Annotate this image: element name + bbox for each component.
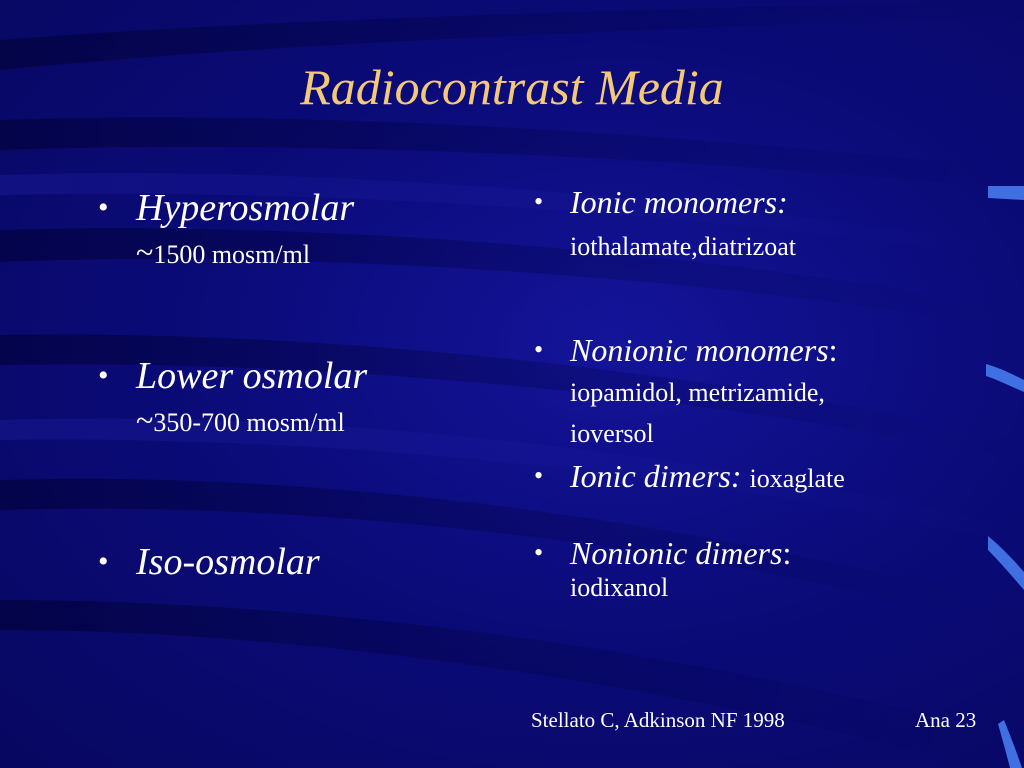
slide-title: Radiocontrast Media: [300, 59, 724, 115]
bullet-value: [136, 402, 345, 438]
bullet-dot: •: [534, 461, 544, 490]
bullet-label: Hyperosmolar: [136, 187, 355, 229]
edge-mark: [988, 186, 1024, 200]
agent-list-line: iodixanol: [570, 573, 669, 602]
bullet-heading: [570, 334, 838, 366]
agent-list-line: iopamidol, metrizamide,: [570, 378, 825, 407]
footer-citation: Stellato C, Adkinson NF 1998: [531, 708, 785, 732]
bullet-label: Nonionic dimers: [570, 535, 783, 571]
bullet-label: Ionic monomers:: [570, 184, 788, 220]
bullet-dot: •: [534, 538, 544, 567]
bullet-dot: •: [98, 359, 109, 392]
tilde-symbol: ~: [136, 234, 154, 270]
bullet-dot: •: [534, 187, 544, 216]
bullet-label: Iso-osmolar: [136, 541, 320, 583]
bullet-label: Nonionic monomers: [570, 332, 829, 368]
bullet-value: [136, 234, 311, 270]
edge-mark: [986, 364, 1024, 392]
bullet-heading: [570, 186, 788, 218]
swoosh-band: [0, 600, 1024, 768]
bullet-heading: [570, 537, 791, 569]
swoosh-band: [0, 334, 1024, 460]
agent-inline: ioxaglate: [749, 464, 845, 493]
edge-mark: [988, 536, 1024, 590]
agent-list-line: iothalamate,diatrizoat: [570, 232, 796, 261]
bullet-colon: :: [782, 535, 792, 571]
bullet-label: Lower osmolar: [136, 355, 368, 397]
footer-slide-ref: Ana 23: [915, 708, 977, 732]
bullet-dot: •: [98, 191, 109, 224]
osmolality-value: 350-700 mosm/ml: [153, 408, 345, 437]
bullet-dot: •: [98, 545, 109, 578]
bullet-label: Ionic dimers:: [570, 458, 742, 494]
osmolality-value: 1500 mosm/ml: [153, 240, 311, 269]
tilde-symbol: ~: [136, 402, 154, 438]
agent-list-line: ioversol: [570, 419, 654, 448]
bullet-dot: •: [534, 335, 544, 364]
bullet-colon: :: [828, 332, 838, 368]
bullet-heading: [570, 460, 845, 495]
